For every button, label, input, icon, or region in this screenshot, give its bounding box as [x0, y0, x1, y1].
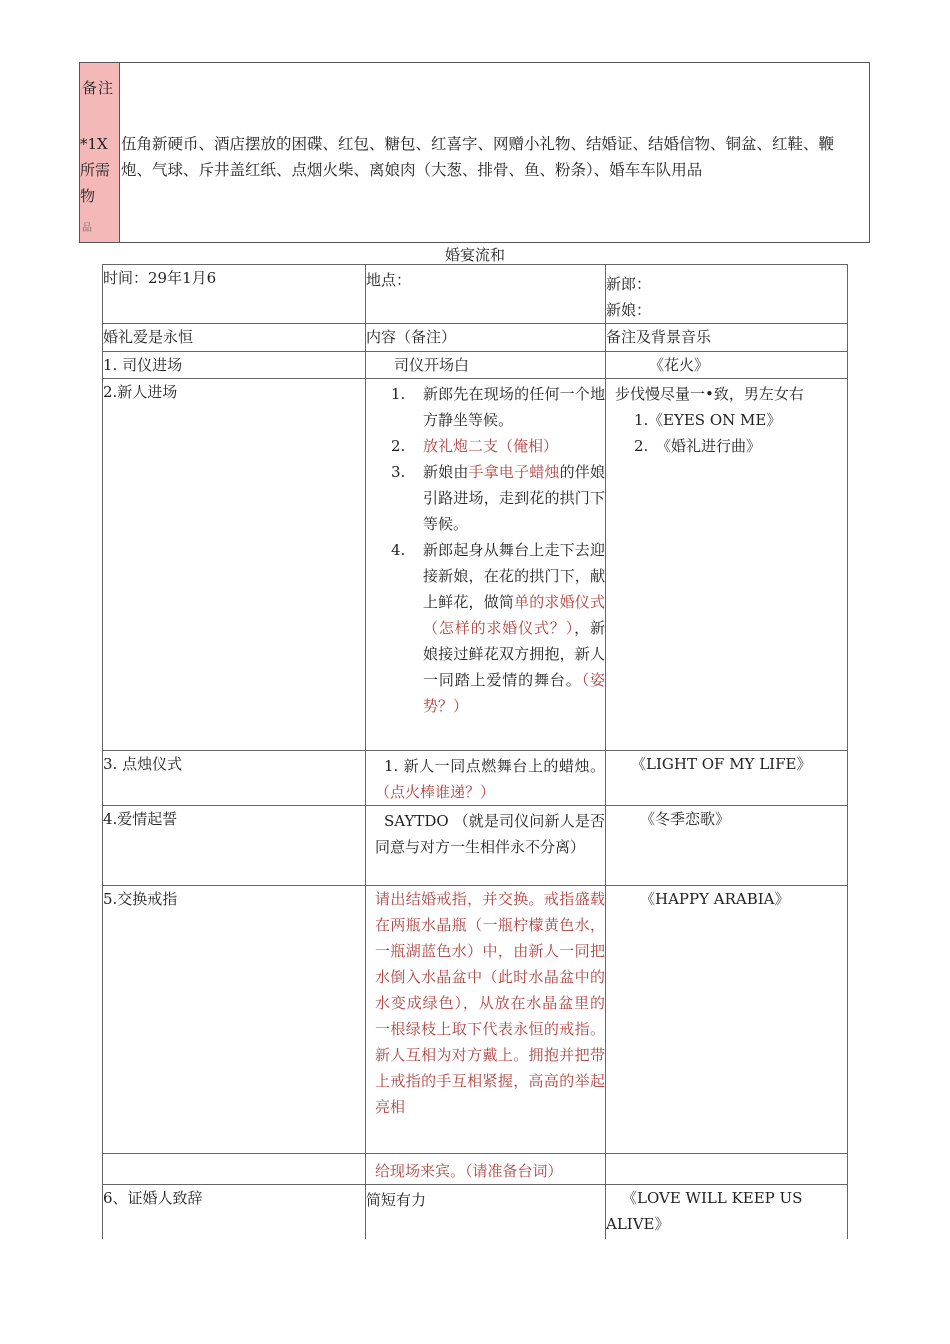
step-music: 《冬季恋歌》	[606, 806, 848, 886]
column-header-row	[103, 324, 848, 352]
required-items-list: 伍角新硬币、酒店摆放的困碟、红包、糖包、红喜字、网赠小礼物、结婚证、结婚信物、铜盆、红鞋、鞭炮、气球、斥井盖红纸、点烟火柴、离娘肉（大葱、排骨、鱼、粉条）、婚车车队用品	[121, 135, 835, 179]
song-title: 《LOVE WILL KEEP US ALIVE》	[606, 1189, 803, 1233]
song-title: 《婚礼进行曲》	[656, 437, 762, 455]
column-header: 婚礼爱是永恒	[103, 324, 366, 352]
step-content	[366, 751, 606, 806]
step-name: 6、证婚人致辞	[103, 1185, 366, 1239]
list-number: 1.	[391, 385, 406, 403]
required-items-label-line: 所需	[80, 161, 111, 179]
wedding-flow-table	[102, 264, 848, 1239]
songs-list	[615, 407, 847, 459]
entrance-steps	[366, 381, 605, 719]
required-items-label-line: *1X	[80, 135, 108, 153]
table-row	[103, 751, 848, 806]
time-cell	[103, 265, 366, 324]
column-header: 备注及背景音乐	[606, 324, 848, 352]
column-header: 内容（备注）	[366, 324, 606, 352]
step-name: 2.新人进场	[103, 379, 366, 751]
list-item	[615, 433, 847, 459]
list-text: 新郎先在现场的任何一个地方静坐等候。	[423, 385, 605, 429]
notes-box	[79, 62, 870, 243]
list-text: 的伴娘引路进场，走到花的拱门下等候。	[423, 463, 605, 533]
list-text-highlight: 单的求婚仪式（怎样的求婚仪式？）	[423, 593, 605, 637]
table-header-row	[103, 265, 848, 324]
step-music	[606, 1154, 848, 1185]
table-row	[103, 379, 848, 751]
list-number: 3.	[391, 463, 406, 481]
step-content: 司仪开场白	[366, 352, 606, 379]
table-row	[103, 886, 848, 1154]
groom-text: 新郎：	[606, 275, 652, 293]
list-text: ，新娘接过鲜花双方拥抱，新人一同踏上爱情的舞台。	[423, 619, 605, 689]
required-items-label-line: 物	[80, 187, 96, 205]
song-title: 《EYES ON ME》	[648, 411, 782, 429]
place-text: 地点：	[366, 271, 412, 289]
table-row	[103, 1154, 848, 1185]
music-note: 步伐慢尽量一•致，男左女右	[615, 385, 804, 403]
list-item	[366, 537, 605, 719]
step-content: 请出结婚戒指，并交换。戒指盛载在两瓶水晶瓶（一瓶柠檬黄色水，一瓶湖蓝色水）中，由新人一同把水倒入水晶盆中（此时水晶盆中的水变成绿色），从放在水晶盆里的一根绿枝上取下代表永恒的戒指。新人互相为对方戴上。拥抱并把带上戒指的手互相紧握，高高的举起亮相	[366, 886, 606, 1154]
step-content: SAYTDO （就是司仪问新人是否同意与对方一生相伴永不分离）	[366, 806, 606, 886]
list-item	[615, 407, 847, 433]
list-item	[366, 381, 605, 433]
step-content: 简短有力	[366, 1185, 606, 1239]
required-items-label	[80, 131, 120, 209]
list-number: 4.	[391, 541, 406, 559]
step-name: 4.爱情起誓	[103, 806, 366, 886]
table-row	[103, 806, 848, 886]
step-music	[606, 379, 848, 751]
content-text: 1. 新人一同点燃舞台上的蜡烛。	[384, 757, 605, 775]
step-content: 给现场来宾。（请准备台词）	[366, 1154, 606, 1185]
list-number: 2.	[634, 437, 649, 455]
time-text: 时间：29年1月6	[103, 269, 217, 287]
place-cell	[366, 265, 606, 324]
list-text-highlight: （姿势？）	[423, 671, 605, 715]
couple-cell	[606, 265, 848, 324]
step-music: 《LIGHT OF MY LIFE》	[606, 751, 848, 806]
step-content	[366, 379, 606, 751]
list-text: 新娘由	[423, 463, 469, 481]
required-items-label-small: 品	[82, 223, 92, 234]
list-number: 2.	[391, 437, 406, 455]
step-music: 《花火》	[606, 352, 848, 379]
content-text-highlight: （点火棒谁递？）	[375, 783, 496, 801]
step-name: 3. 点烛仪式	[103, 751, 366, 806]
list-text-highlight: 手拿电子蜡烛	[468, 463, 560, 481]
bride-text: 新娘：	[606, 301, 652, 319]
step-name: 1. 司仪进场	[103, 352, 366, 379]
step-name	[103, 1154, 366, 1185]
list-text-highlight: 放礼炮二支（俺相）	[423, 437, 559, 455]
list-item	[366, 459, 605, 537]
step-music: 《HAPPY ARABIA》	[606, 886, 848, 1154]
table-row	[103, 352, 848, 379]
step-name: 5.交换戒指	[103, 886, 366, 1154]
flow-title: 婚宴流和	[444, 246, 505, 264]
list-item	[366, 433, 605, 459]
list-text: 新郎起身从舞台上走下去迎接新娘，在花的拱门下，献上鲜花，做简	[423, 541, 605, 611]
list-number: 1.	[634, 411, 649, 429]
notes-label-title: 备注	[82, 79, 115, 97]
table-row	[103, 1185, 848, 1239]
notes-label-column	[80, 63, 120, 242]
step-music	[606, 1185, 848, 1239]
